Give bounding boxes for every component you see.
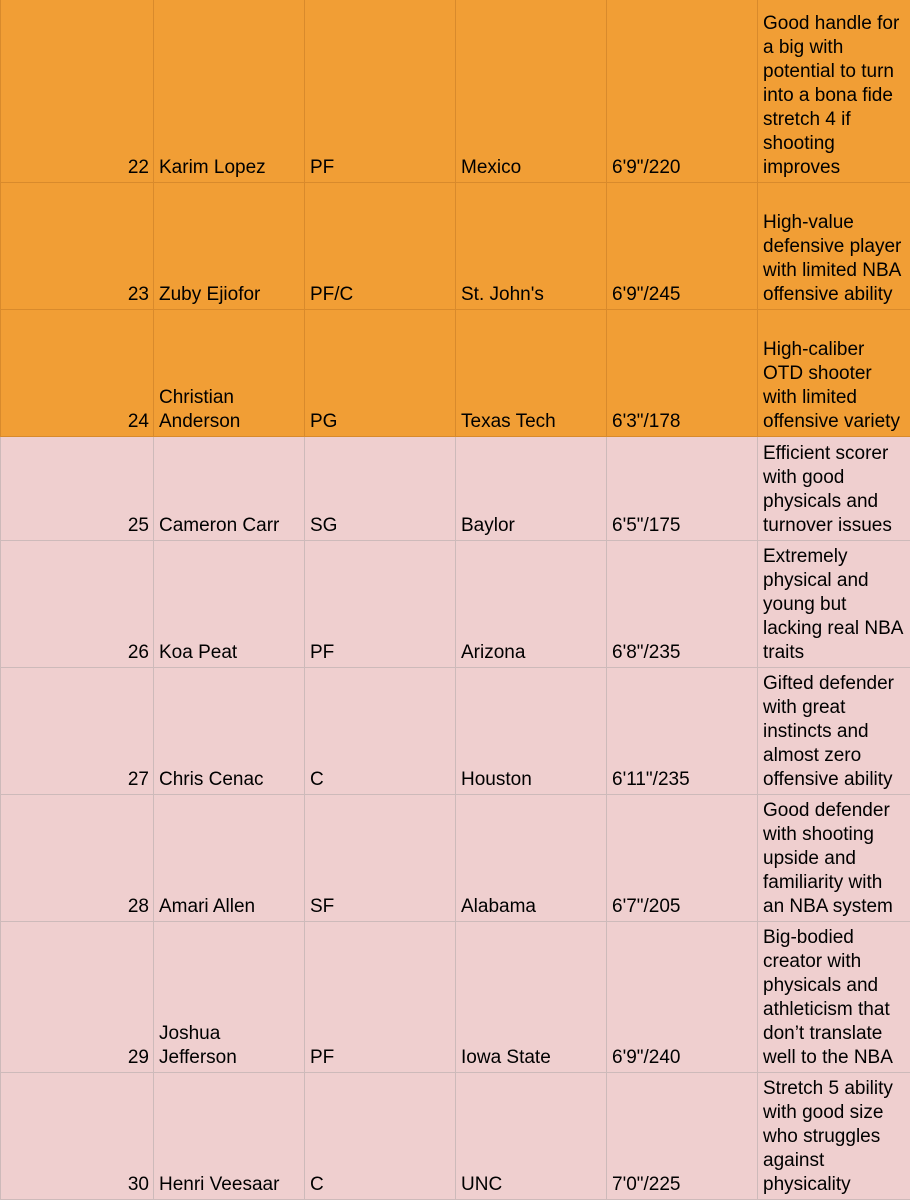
size-cell[interactable]: 6'9"/240 bbox=[607, 922, 758, 1073]
school-cell[interactable]: Texas Tech bbox=[456, 310, 607, 437]
notes-cell[interactable]: Efficient scorer with good physicals and turnover issues bbox=[758, 437, 910, 541]
rank-cell[interactable]: 29 bbox=[1, 922, 154, 1073]
table-row bbox=[1, 795, 910, 922]
position-cell[interactable]: SG bbox=[305, 437, 456, 541]
rank-cell[interactable]: 22 bbox=[1, 0, 154, 183]
player-name-cell[interactable]: Henri Veesaar bbox=[154, 1073, 305, 1200]
size-cell[interactable]: 6'11"/235 bbox=[607, 668, 758, 795]
player-name-cell[interactable]: Zuby Ejiofor bbox=[154, 183, 305, 310]
player-name-cell[interactable]: Karim Lopez bbox=[154, 0, 305, 183]
rank-cell[interactable]: 27 bbox=[1, 668, 154, 795]
school-cell[interactable]: UNC bbox=[456, 1073, 607, 1200]
school-cell[interactable]: Mexico bbox=[456, 0, 607, 183]
player-name-cell[interactable]: Koa Peat bbox=[154, 541, 305, 668]
position-cell[interactable]: C bbox=[305, 1073, 456, 1200]
position-cell[interactable]: PF bbox=[305, 922, 456, 1073]
rank-cell[interactable]: 28 bbox=[1, 795, 154, 922]
position-cell[interactable]: SF bbox=[305, 795, 456, 922]
size-cell[interactable]: 6'7"/205 bbox=[607, 795, 758, 922]
position-cell[interactable]: PF bbox=[305, 541, 456, 668]
size-cell[interactable]: 7'0"/225 bbox=[607, 1073, 758, 1200]
size-cell[interactable]: 6'9"/220 bbox=[607, 0, 758, 183]
rank-cell[interactable]: 26 bbox=[1, 541, 154, 668]
notes-cell[interactable]: Extremely physical and young but lacking real NBA traits bbox=[758, 541, 910, 668]
size-cell[interactable]: 6'8"/235 bbox=[607, 541, 758, 668]
rank-cell[interactable]: 25 bbox=[1, 437, 154, 541]
school-cell[interactable]: Houston bbox=[456, 668, 607, 795]
size-cell[interactable]: 6'3"/178 bbox=[607, 310, 758, 437]
table-row bbox=[1, 183, 910, 310]
notes-cell[interactable]: Stretch 5 ability with good size who struggles against physicality bbox=[758, 1073, 910, 1200]
table-row bbox=[1, 437, 910, 541]
position-cell[interactable]: PF bbox=[305, 0, 456, 183]
player-name-cell[interactable]: Chris Cenac bbox=[154, 668, 305, 795]
notes-cell[interactable]: High-value defensive player with limited NBA offensive ability bbox=[758, 183, 910, 310]
size-cell[interactable]: 6'5"/175 bbox=[607, 437, 758, 541]
school-cell[interactable]: St. John's bbox=[456, 183, 607, 310]
table-row bbox=[1, 922, 910, 1073]
position-cell[interactable]: PF/C bbox=[305, 183, 456, 310]
table-row bbox=[1, 1073, 910, 1200]
table-row bbox=[1, 668, 910, 795]
player-name-cell[interactable]: Joshua Jefferson bbox=[154, 922, 305, 1073]
notes-cell[interactable]: Good defender with shooting upside and familiarity with an NBA system bbox=[758, 795, 910, 922]
table-row bbox=[1, 0, 910, 183]
school-cell[interactable]: Iowa State bbox=[456, 922, 607, 1073]
table-row bbox=[1, 310, 910, 437]
table-row bbox=[1, 541, 910, 668]
notes-cell[interactable]: Good handle for a big with potential to turn into a bona fide stretch 4 if shooting improves bbox=[758, 0, 910, 183]
position-cell[interactable]: C bbox=[305, 668, 456, 795]
school-cell[interactable]: Alabama bbox=[456, 795, 607, 922]
rank-cell[interactable]: 24 bbox=[1, 310, 154, 437]
rank-cell[interactable]: 30 bbox=[1, 1073, 154, 1200]
rank-cell[interactable]: 23 bbox=[1, 183, 154, 310]
player-name-cell[interactable]: Amari Allen bbox=[154, 795, 305, 922]
school-cell[interactable]: Arizona bbox=[456, 541, 607, 668]
school-cell[interactable]: Baylor bbox=[456, 437, 607, 541]
notes-cell[interactable]: Big-bodied creator with physicals and athleticism that don’t translate well to the NBA bbox=[758, 922, 910, 1073]
player-name-cell[interactable]: Cameron Carr bbox=[154, 437, 305, 541]
notes-cell[interactable]: High-caliber OTD shooter with limited offensive variety bbox=[758, 310, 910, 437]
player-name-cell[interactable]: Christian Anderson bbox=[154, 310, 305, 437]
notes-cell[interactable]: Gifted defender with great instincts and almost zero offensive ability bbox=[758, 668, 910, 795]
position-cell[interactable]: PG bbox=[305, 310, 456, 437]
size-cell[interactable]: 6'9"/245 bbox=[607, 183, 758, 310]
